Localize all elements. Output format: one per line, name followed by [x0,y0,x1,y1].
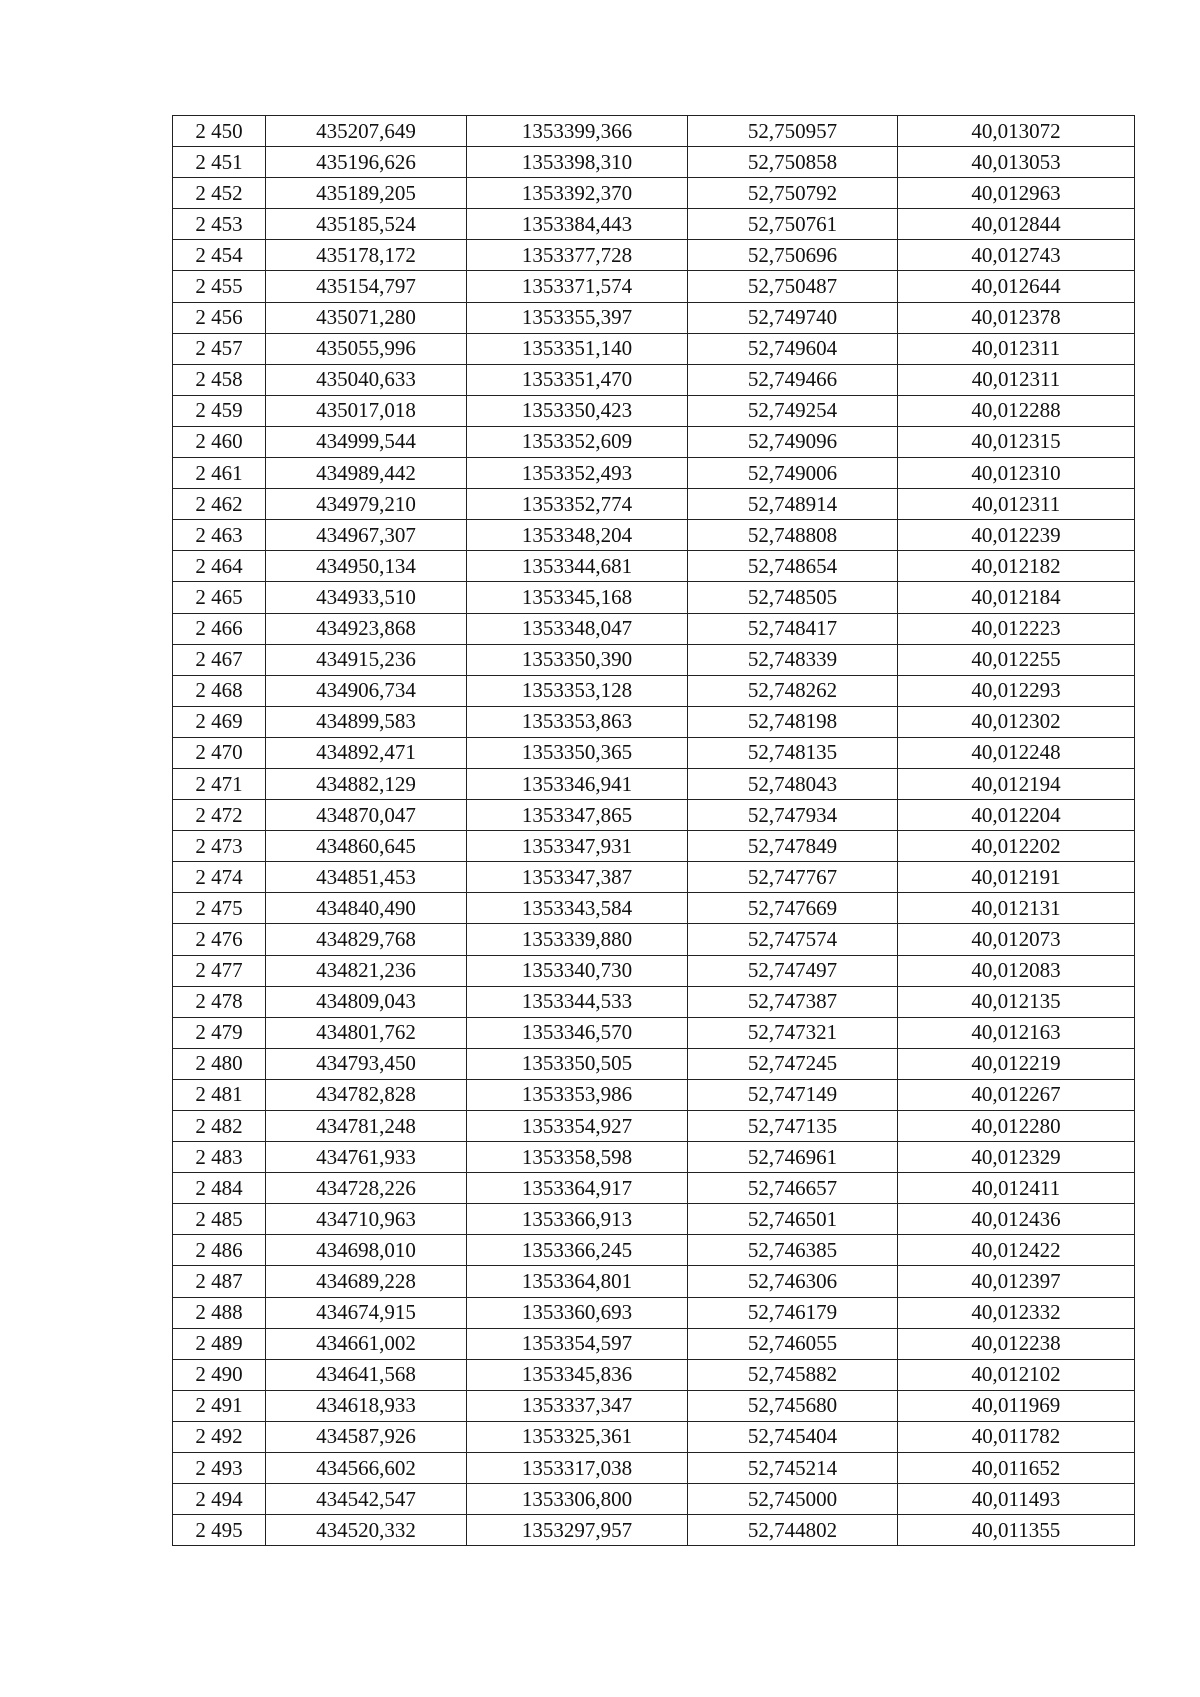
longitude-cell: 40,012422 [898,1235,1135,1266]
longitude-cell: 40,011355 [898,1515,1135,1546]
x-coordinate-cell: 434967,307 [266,520,467,551]
longitude-cell: 40,012131 [898,893,1135,924]
point-number-cell: 2 451 [173,147,266,178]
x-coordinate-cell: 434542,547 [266,1484,467,1515]
x-coordinate-cell: 435154,797 [266,271,467,302]
longitude-cell: 40,012083 [898,955,1135,986]
table-row [173,582,1135,613]
point-number-cell: 2 460 [173,426,266,457]
y-coordinate-cell: 1353353,986 [467,1079,688,1110]
x-coordinate-cell: 434923,868 [266,613,467,644]
longitude-cell: 40,012238 [898,1328,1135,1359]
x-coordinate-cell: 434674,915 [266,1297,467,1328]
point-number-cell: 2 458 [173,364,266,395]
point-number-cell: 2 493 [173,1453,266,1484]
latitude-cell: 52,747497 [688,955,898,986]
y-coordinate-cell: 1353348,047 [467,613,688,644]
longitude-cell: 40,012191 [898,862,1135,893]
x-coordinate-cell: 435055,996 [266,333,467,364]
longitude-cell: 40,012310 [898,458,1135,489]
point-number-cell: 2 494 [173,1484,266,1515]
y-coordinate-cell: 1353337,347 [467,1390,688,1421]
longitude-cell: 40,012194 [898,768,1135,799]
longitude-cell: 40,012255 [898,644,1135,675]
longitude-cell: 40,011782 [898,1421,1135,1452]
y-coordinate-cell: 1353325,361 [467,1421,688,1452]
table-row [173,831,1135,862]
x-coordinate-cell: 434899,583 [266,706,467,737]
point-number-cell: 2 467 [173,644,266,675]
table-row [173,955,1135,986]
longitude-cell: 40,012644 [898,271,1135,302]
y-coordinate-cell: 1353346,570 [467,1017,688,1048]
x-coordinate-cell: 434829,768 [266,924,467,955]
longitude-cell: 40,012411 [898,1173,1135,1204]
longitude-cell: 40,012102 [898,1359,1135,1390]
table-row [173,1017,1135,1048]
latitude-cell: 52,748339 [688,644,898,675]
longitude-cell: 40,011652 [898,1453,1135,1484]
table-row [173,1142,1135,1173]
longitude-cell: 40,012963 [898,178,1135,209]
longitude-cell: 40,012248 [898,737,1135,768]
x-coordinate-cell: 434860,645 [266,831,467,862]
x-coordinate-cell: 434566,602 [266,1453,467,1484]
point-number-cell: 2 477 [173,955,266,986]
point-number-cell: 2 469 [173,706,266,737]
point-number-cell: 2 464 [173,551,266,582]
y-coordinate-cell: 1353345,168 [467,582,688,613]
y-coordinate-cell: 1353350,423 [467,395,688,426]
y-coordinate-cell: 1353344,681 [467,551,688,582]
x-coordinate-cell: 435040,633 [266,364,467,395]
longitude-cell: 40,012239 [898,520,1135,551]
point-number-cell: 2 466 [173,613,266,644]
point-number-cell: 2 480 [173,1048,266,1079]
point-number-cell: 2 450 [173,116,266,147]
longitude-cell: 40,012135 [898,986,1135,1017]
y-coordinate-cell: 1353343,584 [467,893,688,924]
x-coordinate-cell: 434587,926 [266,1421,467,1452]
point-number-cell: 2 490 [173,1359,266,1390]
table-row [173,302,1135,333]
table-row [173,1515,1135,1546]
point-number-cell: 2 479 [173,1017,266,1048]
longitude-cell: 40,012436 [898,1204,1135,1235]
longitude-cell: 40,012311 [898,364,1135,395]
table-row [173,395,1135,426]
table-row [173,644,1135,675]
table-row [173,147,1135,178]
point-number-cell: 2 482 [173,1111,266,1142]
point-number-cell: 2 457 [173,333,266,364]
y-coordinate-cell: 1353358,598 [467,1142,688,1173]
point-number-cell: 2 461 [173,458,266,489]
point-number-cell: 2 453 [173,209,266,240]
table-row [173,1484,1135,1515]
table-row [173,271,1135,302]
x-coordinate-cell: 435178,172 [266,240,467,271]
x-coordinate-cell: 434793,450 [266,1048,467,1079]
latitude-cell: 52,750761 [688,209,898,240]
y-coordinate-cell: 1353317,038 [467,1453,688,1484]
y-coordinate-cell: 1353348,204 [467,520,688,551]
point-number-cell: 2 468 [173,675,266,706]
table-row [173,986,1135,1017]
table-row [173,240,1135,271]
x-coordinate-cell: 434882,129 [266,768,467,799]
y-coordinate-cell: 1353347,931 [467,831,688,862]
y-coordinate-cell: 1353364,917 [467,1173,688,1204]
latitude-cell: 52,745000 [688,1484,898,1515]
x-coordinate-cell: 435196,626 [266,147,467,178]
y-coordinate-cell: 1353352,774 [467,489,688,520]
coordinates-table [172,115,1135,1546]
longitude-cell: 40,012219 [898,1048,1135,1079]
point-number-cell: 2 455 [173,271,266,302]
x-coordinate-cell: 435071,280 [266,302,467,333]
x-coordinate-cell: 434999,544 [266,426,467,457]
latitude-cell: 52,747767 [688,862,898,893]
table-row [173,1048,1135,1079]
x-coordinate-cell: 434781,248 [266,1111,467,1142]
longitude-cell: 40,012311 [898,333,1135,364]
latitude-cell: 52,746657 [688,1173,898,1204]
y-coordinate-cell: 1353347,387 [467,862,688,893]
latitude-cell: 52,749740 [688,302,898,333]
table-row [173,178,1135,209]
y-coordinate-cell: 1353351,470 [467,364,688,395]
y-coordinate-cell: 1353340,730 [467,955,688,986]
longitude-cell: 40,012182 [898,551,1135,582]
point-number-cell: 2 483 [173,1142,266,1173]
latitude-cell: 52,747849 [688,831,898,862]
x-coordinate-cell: 434710,963 [266,1204,467,1235]
latitude-cell: 52,749254 [688,395,898,426]
y-coordinate-cell: 1353350,390 [467,644,688,675]
point-number-cell: 2 489 [173,1328,266,1359]
latitude-cell: 52,747669 [688,893,898,924]
point-number-cell: 2 475 [173,893,266,924]
latitude-cell: 52,746055 [688,1328,898,1359]
point-number-cell: 2 492 [173,1421,266,1452]
latitude-cell: 52,748654 [688,551,898,582]
longitude-cell: 40,012844 [898,209,1135,240]
point-number-cell: 2 472 [173,800,266,831]
y-coordinate-cell: 1353366,913 [467,1204,688,1235]
latitude-cell: 52,746961 [688,1142,898,1173]
y-coordinate-cell: 1353306,800 [467,1484,688,1515]
longitude-cell: 40,012302 [898,706,1135,737]
longitude-cell: 40,011493 [898,1484,1135,1515]
latitude-cell: 52,748262 [688,675,898,706]
table-row [173,1235,1135,1266]
y-coordinate-cell: 1353392,370 [467,178,688,209]
latitude-cell: 52,748808 [688,520,898,551]
latitude-cell: 52,748505 [688,582,898,613]
point-number-cell: 2 471 [173,768,266,799]
table-row [173,862,1135,893]
longitude-cell: 40,012073 [898,924,1135,955]
point-number-cell: 2 495 [173,1515,266,1546]
point-number-cell: 2 485 [173,1204,266,1235]
longitude-cell: 40,012288 [898,395,1135,426]
x-coordinate-cell: 434915,236 [266,644,467,675]
x-coordinate-cell: 434801,762 [266,1017,467,1048]
y-coordinate-cell: 1353399,366 [467,116,688,147]
point-number-cell: 2 488 [173,1297,266,1328]
table-row [173,1079,1135,1110]
point-number-cell: 2 470 [173,737,266,768]
y-coordinate-cell: 1353351,140 [467,333,688,364]
table-row [173,364,1135,395]
longitude-cell: 40,012280 [898,1111,1135,1142]
latitude-cell: 52,747387 [688,986,898,1017]
table-row [173,1421,1135,1452]
x-coordinate-cell: 435017,018 [266,395,467,426]
y-coordinate-cell: 1353350,365 [467,737,688,768]
latitude-cell: 52,747245 [688,1048,898,1079]
latitude-cell: 52,745680 [688,1390,898,1421]
y-coordinate-cell: 1353360,693 [467,1297,688,1328]
point-number-cell: 2 491 [173,1390,266,1421]
x-coordinate-cell: 434728,226 [266,1173,467,1204]
table-row [173,1359,1135,1390]
latitude-cell: 52,750792 [688,178,898,209]
y-coordinate-cell: 1353384,443 [467,209,688,240]
longitude-cell: 40,011969 [898,1390,1135,1421]
y-coordinate-cell: 1353366,245 [467,1235,688,1266]
longitude-cell: 40,012397 [898,1266,1135,1297]
longitude-cell: 40,012204 [898,800,1135,831]
y-coordinate-cell: 1353354,597 [467,1328,688,1359]
table-row [173,333,1135,364]
latitude-cell: 52,748043 [688,768,898,799]
table-row [173,1297,1135,1328]
x-coordinate-cell: 434840,490 [266,893,467,924]
y-coordinate-cell: 1353345,836 [467,1359,688,1390]
y-coordinate-cell: 1353355,397 [467,302,688,333]
y-coordinate-cell: 1353353,863 [467,706,688,737]
longitude-cell: 40,012163 [898,1017,1135,1048]
y-coordinate-cell: 1353377,728 [467,240,688,271]
table-row [173,768,1135,799]
y-coordinate-cell: 1353344,533 [467,986,688,1017]
latitude-cell: 52,745214 [688,1453,898,1484]
table-row [173,1328,1135,1359]
table-row [173,675,1135,706]
y-coordinate-cell: 1353352,493 [467,458,688,489]
latitude-cell: 52,747934 [688,800,898,831]
point-number-cell: 2 487 [173,1266,266,1297]
latitude-cell: 52,745404 [688,1421,898,1452]
latitude-cell: 52,746179 [688,1297,898,1328]
point-number-cell: 2 452 [173,178,266,209]
x-coordinate-cell: 434989,442 [266,458,467,489]
y-coordinate-cell: 1353371,574 [467,271,688,302]
table-row [173,737,1135,768]
x-coordinate-cell: 434761,933 [266,1142,467,1173]
latitude-cell: 52,748914 [688,489,898,520]
longitude-cell: 40,012184 [898,582,1135,613]
x-coordinate-cell: 434782,828 [266,1079,467,1110]
latitude-cell: 52,746306 [688,1266,898,1297]
y-coordinate-cell: 1353364,801 [467,1266,688,1297]
coordinates-table-body [173,116,1135,1546]
longitude-cell: 40,012315 [898,426,1135,457]
y-coordinate-cell: 1353354,927 [467,1111,688,1142]
latitude-cell: 52,747574 [688,924,898,955]
x-coordinate-cell: 434851,453 [266,862,467,893]
x-coordinate-cell: 434870,047 [266,800,467,831]
point-number-cell: 2 486 [173,1235,266,1266]
latitude-cell: 52,750858 [688,147,898,178]
x-coordinate-cell: 435207,649 [266,116,467,147]
x-coordinate-cell: 434641,568 [266,1359,467,1390]
table-row [173,1111,1135,1142]
table-row [173,1173,1135,1204]
latitude-cell: 52,750696 [688,240,898,271]
latitude-cell: 52,749466 [688,364,898,395]
y-coordinate-cell: 1353347,865 [467,800,688,831]
longitude-cell: 40,012743 [898,240,1135,271]
longitude-cell: 40,012329 [898,1142,1135,1173]
x-coordinate-cell: 434520,332 [266,1515,467,1546]
y-coordinate-cell: 1353297,957 [467,1515,688,1546]
table-row [173,613,1135,644]
latitude-cell: 52,746385 [688,1235,898,1266]
table-row [173,924,1135,955]
latitude-cell: 52,747135 [688,1111,898,1142]
x-coordinate-cell: 434821,236 [266,955,467,986]
x-coordinate-cell: 434689,228 [266,1266,467,1297]
point-number-cell: 2 456 [173,302,266,333]
point-number-cell: 2 474 [173,862,266,893]
x-coordinate-cell: 434950,134 [266,551,467,582]
latitude-cell: 52,744802 [688,1515,898,1546]
point-number-cell: 2 454 [173,240,266,271]
table-row [173,706,1135,737]
table-row [173,551,1135,582]
point-number-cell: 2 476 [173,924,266,955]
longitude-cell: 40,012332 [898,1297,1135,1328]
table-row [173,458,1135,489]
table-row [173,1390,1135,1421]
latitude-cell: 52,750957 [688,116,898,147]
y-coordinate-cell: 1353353,128 [467,675,688,706]
point-number-cell: 2 465 [173,582,266,613]
latitude-cell: 52,748198 [688,706,898,737]
latitude-cell: 52,748135 [688,737,898,768]
x-coordinate-cell: 434906,734 [266,675,467,706]
table-row [173,426,1135,457]
table-row [173,489,1135,520]
point-number-cell: 2 484 [173,1173,266,1204]
y-coordinate-cell: 1353350,505 [467,1048,688,1079]
latitude-cell: 52,750487 [688,271,898,302]
point-number-cell: 2 459 [173,395,266,426]
longitude-cell: 40,012267 [898,1079,1135,1110]
x-coordinate-cell: 434809,043 [266,986,467,1017]
table-row [173,209,1135,240]
longitude-cell: 40,013053 [898,147,1135,178]
latitude-cell: 52,746501 [688,1204,898,1235]
x-coordinate-cell: 434618,933 [266,1390,467,1421]
table-row [173,116,1135,147]
latitude-cell: 52,749096 [688,426,898,457]
x-coordinate-cell: 434698,010 [266,1235,467,1266]
x-coordinate-cell: 434892,471 [266,737,467,768]
table-row [173,800,1135,831]
longitude-cell: 40,012202 [898,831,1135,862]
x-coordinate-cell: 434979,210 [266,489,467,520]
table-row [173,1453,1135,1484]
y-coordinate-cell: 1353398,310 [467,147,688,178]
longitude-cell: 40,012223 [898,613,1135,644]
point-number-cell: 2 481 [173,1079,266,1110]
latitude-cell: 52,747149 [688,1079,898,1110]
point-number-cell: 2 473 [173,831,266,862]
y-coordinate-cell: 1353339,880 [467,924,688,955]
longitude-cell: 40,012378 [898,302,1135,333]
latitude-cell: 52,745882 [688,1359,898,1390]
table-row [173,1204,1135,1235]
table-row [173,520,1135,551]
y-coordinate-cell: 1353352,609 [467,426,688,457]
table-row [173,893,1135,924]
latitude-cell: 52,749006 [688,458,898,489]
point-number-cell: 2 462 [173,489,266,520]
longitude-cell: 40,012311 [898,489,1135,520]
point-number-cell: 2 478 [173,986,266,1017]
longitude-cell: 40,013072 [898,116,1135,147]
x-coordinate-cell: 434933,510 [266,582,467,613]
latitude-cell: 52,747321 [688,1017,898,1048]
latitude-cell: 52,749604 [688,333,898,364]
latitude-cell: 52,748417 [688,613,898,644]
longitude-cell: 40,012293 [898,675,1135,706]
y-coordinate-cell: 1353346,941 [467,768,688,799]
point-number-cell: 2 463 [173,520,266,551]
x-coordinate-cell: 435185,524 [266,209,467,240]
table-row [173,1266,1135,1297]
x-coordinate-cell: 434661,002 [266,1328,467,1359]
x-coordinate-cell: 435189,205 [266,178,467,209]
